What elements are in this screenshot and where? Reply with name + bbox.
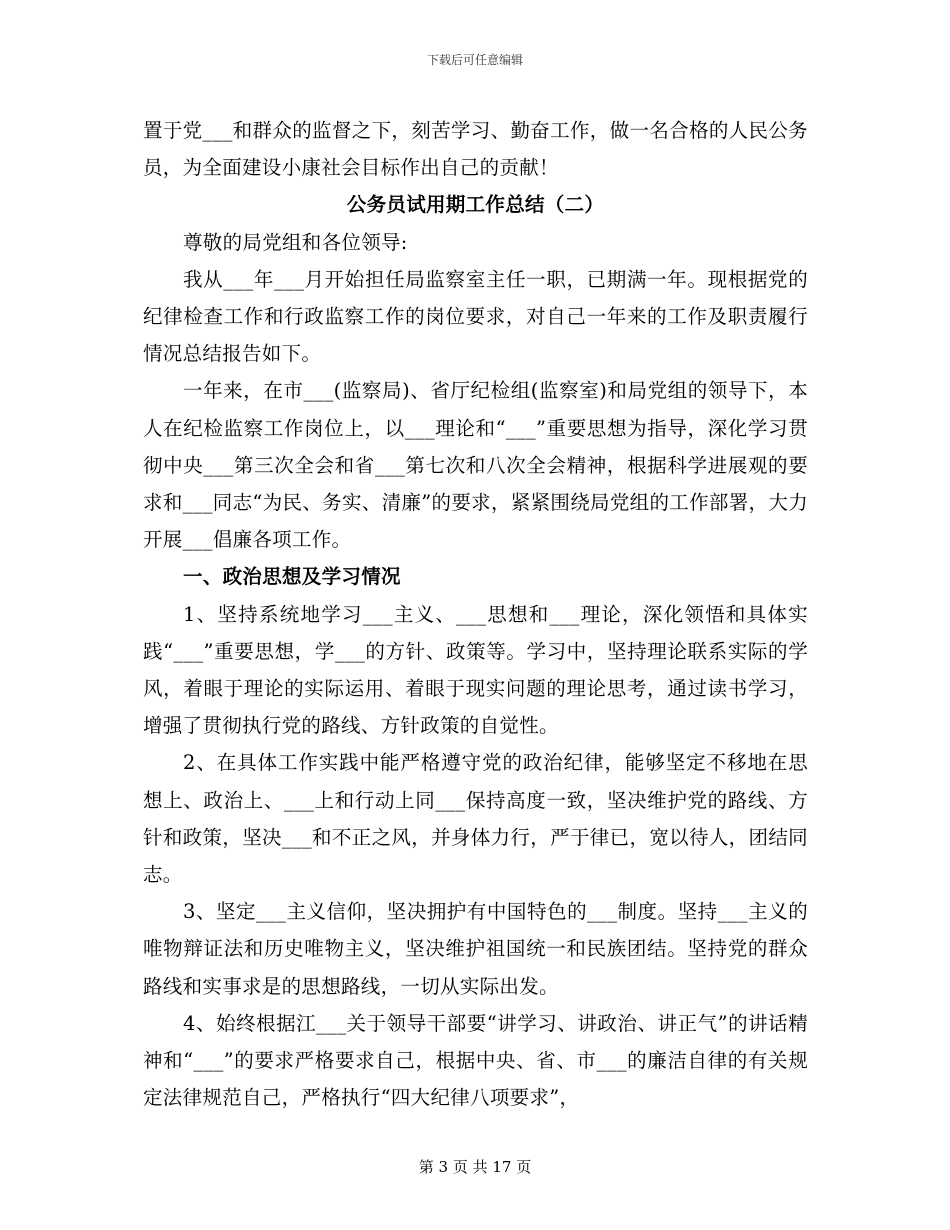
intro-paragraph: 置于党___和群众的监督之下，刻苦学习、勤奋工作，做一名合格的人民公务员，为全面建设小康社会目标作出自己的贡献！ xyxy=(143,119,808,180)
page-footer-page-number: 第 3 页 共 17 页 xyxy=(418,1158,532,1176)
paragraph-1: 我从___年___月开始担任局监察室主任一职，已期满一年。现根据党的纪律检查工作和行政监察工作的岗位要求，对自己一年来的工作及职责履行情况总结报告如下。 xyxy=(143,267,808,366)
list-item-3: 3、坚定___主义信仰，坚决拥护有中国特色的___制度。坚持___主义的唯物辩证法和历史唯物主义，坚决维护祖国统一和民族团结。坚持党的群众路线和实事求是的思想路线，一切从实际出发。 xyxy=(143,900,808,998)
list-item-2: 2、在具体工作实践中能严格遵守党的政治纪律，能够坚定不移地在思想上、政治上、___上和行动上同___保持高度一致，坚决维护党的路线、方针和政策，坚决___和不正之风，并身体力行，严于律已，宽以待人，团结同志。 xyxy=(143,751,808,887)
document-title: 公务员试用期工作总结（二） xyxy=(346,193,605,217)
page-header-note: 下载后可任意编辑 xyxy=(426,53,523,67)
list-item-4: 4、始终根据江___关于领导干部要“讲学习、讲政治、讲正气”的讲话精神和“___”的要求严格要求自己，根据中央、省、市___的廉洁自律的有关规定法律规范自己，严格执行“四大纪律八项要求”， xyxy=(143,1011,808,1110)
list-item-1: 1、坚持系统地学习___主义、___思想和___理论，深化领悟和具体实践“___”重要思想，学___的方针、政策等。学习中，坚持理论联系实际的学风，着眼于理论的实际运用、着眼于现实问题的理论思考，通过读书学习，增强了贯彻执行党的路线、方针政策的自觉性。 xyxy=(143,602,808,738)
document-body xyxy=(143,112,808,1116)
section-heading-1: 一、政治思想及学习情况 xyxy=(183,565,401,589)
salutation: 尊敬的局党组和各位领导: xyxy=(183,230,408,254)
paragraph-2: 一年来，在市___(监察局)、省厅纪检组(监察室)和局党组的领导下，本人在纪检监察工作岗位上，以___理论和“___”重要思想为指导，深化学习贯彻中央___第三次全会和省___第七次和八次全会精神，根据科学进展观的要求和___同志“为民、务实、清廉”的要求，紧紧围绕局党组的工作部署，大力开展___倡廉各项工作。 xyxy=(143,379,808,552)
